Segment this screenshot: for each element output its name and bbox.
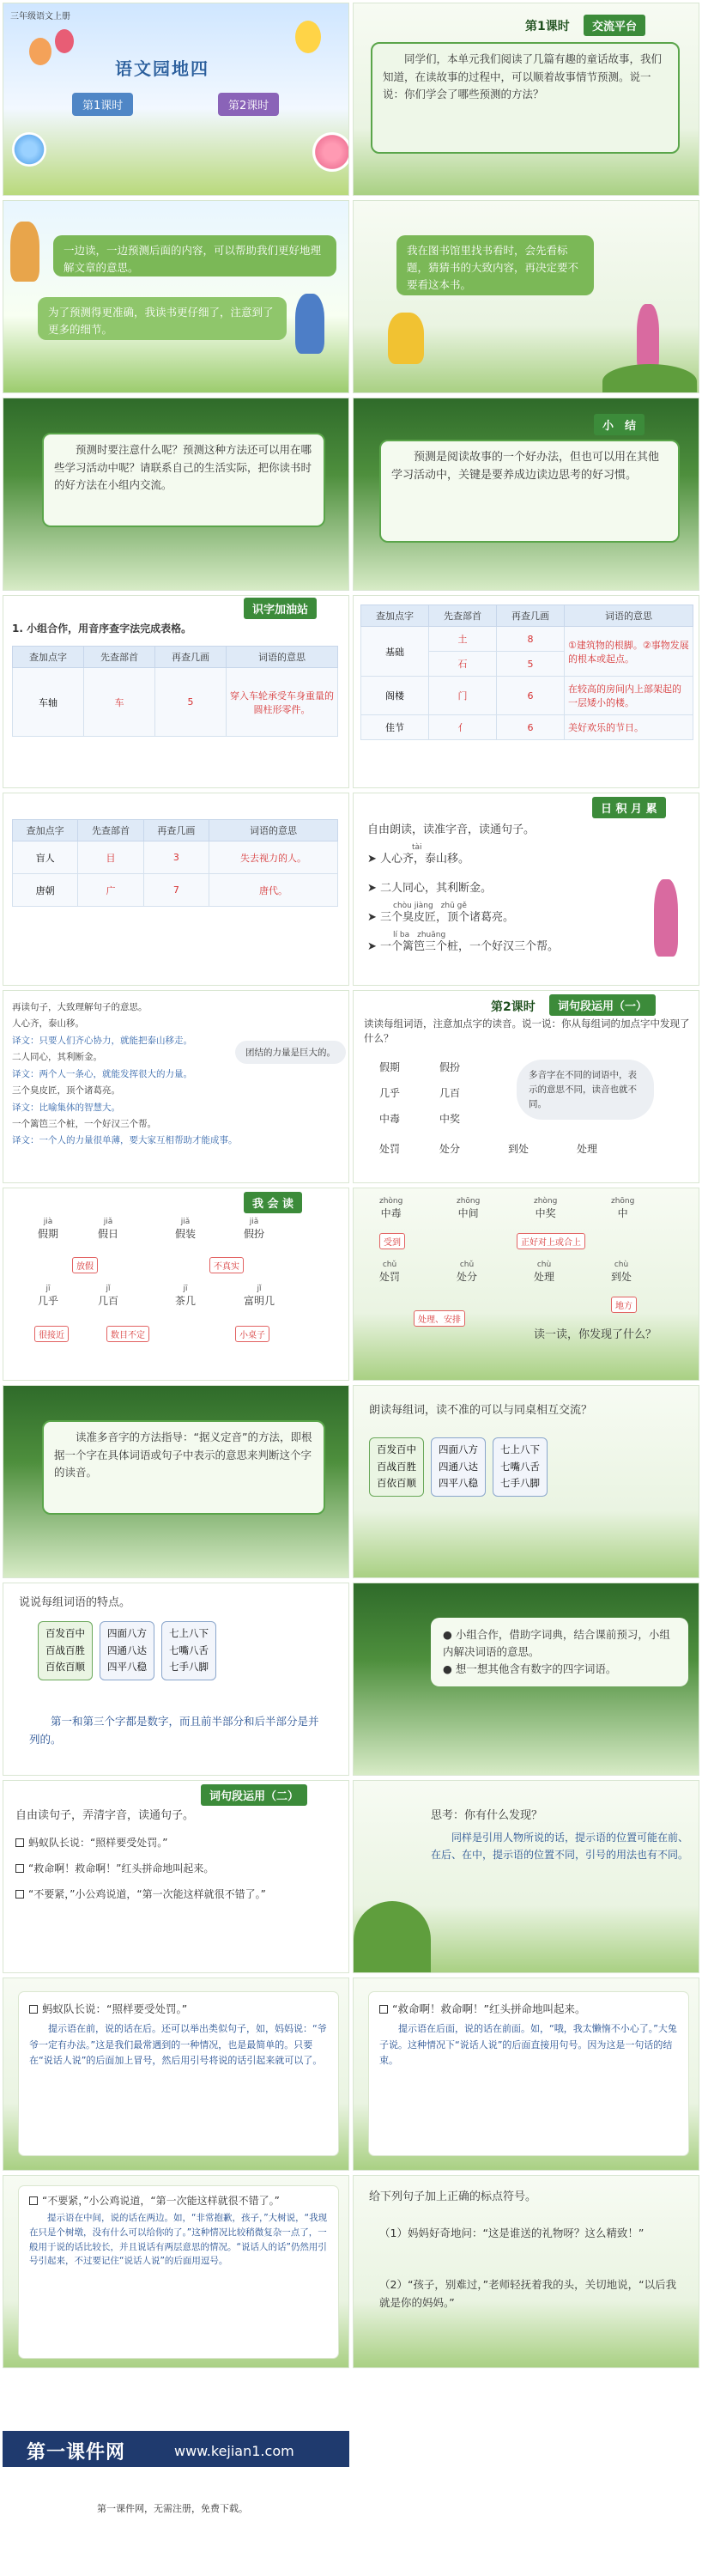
mascot-avatar	[388, 313, 424, 364]
checkbox[interactable]	[15, 1864, 24, 1873]
summary: 第一和第三个字都是数字，而且前半部分和后半部分是并列的。	[29, 1715, 319, 1747]
instruction: 说说每组词语的特点。	[19, 1596, 131, 1609]
section-tag: 词句段运用（二）	[201, 1784, 307, 1806]
proverb-line: ➤ 三个臭皮匠，顶个诸葛亮。	[367, 911, 515, 924]
slide-i-can-read-2: zhòng 中毒 zhōng 中间 zhòng 中奖 zhōng 中 受到 正好对上或合上 chǔ 处罚 chǔ 处分 chù 处理 chù 到处 地方 处理、安排 读一读，你发现了什么？	[353, 1188, 699, 1381]
question: 思考：你有什么发现？	[431, 1809, 543, 1822]
method-card: 读准多音字的方法指导：“据义定音”的方法，即根据一个字在具体词语或句子中表示的意思来判断这个字的读音。	[42, 1420, 325, 1515]
table-row: 佳节 亻 6 美好欢乐的节日。	[361, 715, 693, 740]
footer-url[interactable]: www.kejian1.com	[174, 2443, 294, 2459]
char-table	[12, 646, 338, 737]
table-row: 车轴 车 5 穿入车轮承受车身重量的圆柱形零件。	[13, 668, 338, 737]
content-card: “不要紧，”小公鸡说道，“第一次能这样就很不错了。” 提示语在中间，说的话在两边。如，“非常抱歉，孩子，”大树说，“我现在只是个树墩，没有什么可以给你的了。”这种情况比较稍微复杂一点了，一般用于说的话比较长，并且说话有两层意思的情况。“说话人的话”仍然用引号引起来，不过要记住“说话人说”的后面用逗号。	[19, 2186, 338, 2358]
slide-exercise	[353, 2175, 699, 2368]
slide-char-table-3	[3, 793, 349, 986]
exchange-card: 同学们，本单元我们阅读了几篇有趣的童话故事，我们知道，在读故事的过程中，可以顺着故事情节预测。说一说：你们学会了哪些预测的方法？	[371, 42, 680, 154]
cover-slide	[3, 3, 349, 196]
proverb-line: ➤ 二人同心，其利断金。	[367, 882, 493, 895]
proverb-line: ➤ 人心齐，泰山移。	[367, 853, 470, 866]
lesson1-button[interactable]: 第1课时	[72, 93, 133, 116]
slide-prompt-middle	[3, 2175, 349, 2368]
exercise-item: （2）“孩子，别难过，”老师轻抚着我的头，关切地说，“以后我就是你的妈妈。”	[379, 2278, 677, 2310]
checkbox[interactable]	[15, 1890, 24, 1899]
instruction: 读读每组词语，注意加点字的读音。说一说：你从每组词的加点字中发现了什么？	[364, 1018, 690, 1045]
footer-note: 第一课件网，无需注册，免费下载。	[97, 2503, 248, 2514]
instruction: 自由读句子，弄清字音，读通句子。	[15, 1809, 195, 1822]
cloud-note: 多音字在不同的词语中，表示的意思不同，读音也就不同。	[517, 1060, 654, 1120]
char-table: 查加点字 先查部首 再查几画 词语的意思 基础 土 8 ①建筑物的根脚。②事物发展的根本或起点。 石 5 阁楼 门 6 在较高的房间内上部架起的一层矮小的楼。 佳节 亻 6 美好欢乐的节日。	[360, 605, 693, 740]
girl-avatar	[10, 222, 39, 282]
checkbox[interactable]	[29, 2005, 38, 2014]
lollipop-icon	[312, 132, 349, 172]
slide-prompt-back	[353, 1978, 699, 2171]
slide-idioms-feature	[3, 1583, 349, 1776]
slide-char-table-2	[353, 595, 699, 788]
content-card: 蚂蚁队长说：“照样要受处罚。” 提示语在前，说的话在后。还可以举出类似句子，如，妈妈说：“爷爷一定有办法。”这是我们最常遇到的一种情况，也是最简单的。只要在“说话人说”的后面加上冒号，然后用引号将说的话引起来就可以了。	[19, 1992, 338, 2155]
attention-card: 预测时要注意什么呢？预测这种方法还可以用在哪些学习活动中呢？请联系自己的生活实际，把你读书时的好方法在小组内交流。	[42, 433, 325, 527]
section-tag: 日 积 月 累	[592, 797, 666, 818]
section-tag: 小 结	[594, 414, 645, 435]
bubble-1: 一边读，一边预测后面的内容，可以帮助我们更好地理解文章的意思。	[53, 235, 336, 276]
slide-think	[353, 1780, 699, 1973]
slide-char-table-1	[3, 595, 349, 788]
idiom-groups: 百发百中 百战百胜 百依百顺 四面八方 四通八达 四平八稳 七上八下 七嘴八舌 七手八脚	[369, 1437, 548, 1497]
task-card: ● 小组合作，借助字词典，结合课前预习，小组内解决词语的意思。 ● 想一想其他含有数字的四字词语。	[431, 1618, 688, 1686]
slide-polyphone-intro: 第2课时 词句段运用（一） 读读每组词语，注意加点字的读音。说一说：你从每组词的加点字中发现了什么？ 假期 假扮 几乎 几百 中毒 中奖 处罚 处分 到处 处理 多音字在不同的词语中，表示的意思不同，读音也就不同。	[353, 990, 699, 1183]
section-tag: 词句段运用（一）	[549, 994, 656, 1016]
slide-i-can-read-1: 我 会 读 jià 假期 jiǎ 假日 jiǎ 假装 jiǎ 假扮 放假 不真实 jī 几乎 jǐ 几百 jī 茶几 jǐ 富明几 很接近 数目不定 小桌子	[3, 1188, 349, 1381]
char-table: 查加点字 先查部首 再查几画 词语的意思 盲人 目 3 失去视力的人。 唐朝 广 7 唐代。	[12, 819, 338, 907]
checkbox[interactable]	[15, 1838, 24, 1847]
slide-library	[353, 200, 699, 393]
slide-sentences: 词句段运用（二） 自由读句子，弄清字音，读通句子。 蚂蚁队长说：“照样要受处罚。” “救命啊！救命啊！”红头拼命地叫起来。 “不要紧，”小公鸡说道，“第一次能这样就很不错了。”	[3, 1780, 349, 1973]
table-row: 唐朝 广 7 唐代。	[13, 874, 338, 907]
translation-block: 再读句子，大致理解句子的意思。 人心齐，泰山移。 译文：只要人们齐心协力，就能把泰山移走。 二人同心，其利断金。 译文：两个人一条心，就能发挥很大的力量。 三个臭皮匠，顶个诸葛亮。 译文：比喻集体的智慧大。 一个篱笆三个桩，一个好汉三个帮。 译文：一个人的力量很单薄，要大家互相帮助才能成事。	[12, 1002, 238, 1146]
girl-avatar	[654, 879, 678, 957]
instruction: 自由朗读，读准字音，读通句子。	[367, 823, 536, 836]
proverb-line: ➤ 一个篱笆三个桩，一个好汉三个帮。	[367, 940, 560, 953]
content-card: “救命啊！救命啊！”红头拼命地叫起来。 提示语在后面，说的话在前面。如，“哦，我太懒惰不小心了。”大兔子说。这种情况下“说话人说”的后面直接用句号。因为这是一句话的结束。	[369, 1992, 688, 2155]
checkbox[interactable]	[379, 2005, 388, 2014]
slide-prompt-front	[3, 1978, 349, 2171]
footer-brand: 第一课件网	[27, 2442, 126, 2464]
section-tag: 交流平台	[584, 15, 645, 36]
question: 读一读，你发现了什么？	[534, 1328, 657, 1341]
instruction: 朗读每组词，读不准的可以与同桌相互交流？	[369, 1404, 593, 1417]
finding-text: 同样是引用人物所说的话，提示语的位置可能在前、在后、在中，提示语的位置不同，引号的用法也有不同。	[431, 1832, 689, 1862]
slide-attention	[3, 398, 349, 591]
table-row: 石 5	[361, 652, 693, 677]
lesson-label: 第1课时	[525, 20, 570, 33]
tree-decor	[354, 1901, 431, 1973]
checkbox[interactable]	[29, 2196, 38, 2205]
library-bubble: 我在图书馆里找书看时，会先看标题，猜猜书的大致内容，再决定要不要看这本书。	[396, 235, 594, 295]
summary-card: 预测是阅读故事的一个好办法，但也可以用在其他学习活动中，关键是要养成边读边思考的好习惯。	[379, 440, 680, 543]
col-header: 查加点字	[13, 647, 84, 668]
grade-label: 三年级语文上册	[10, 12, 70, 21]
boy-avatar	[295, 294, 324, 354]
lesson2-button[interactable]: 第2课时	[218, 93, 279, 116]
instruction: 给下列句子加上正确的标点符号。	[369, 2190, 537, 2203]
slide-exchange	[353, 3, 699, 196]
balloon-icon	[29, 38, 51, 65]
slide-translation	[3, 990, 349, 1183]
slide-idioms-read	[353, 1385, 699, 1578]
bubble-2: 为了预测得更准确，我读书更仔细了，注意到了更多的细节。	[38, 297, 287, 340]
cloud-note: 团结的力量是巨大的。	[235, 1041, 346, 1064]
slide-group-work	[353, 1583, 699, 1776]
footer-slide	[3, 2372, 349, 2566]
section-tag: 识字加油站	[244, 598, 317, 619]
slide-proverbs: 日 积 月 累 自由朗读，读准字音，读通句子。 tài ➤ 人心齐，泰山移。 ➤ 二人同心，其利断金。 chòu jiàng zhū gě ➤ 三个臭皮匠，顶个诸葛亮。 lí ba zhuāng ➤ 一个篱笆三个桩，一个好汉三个帮。	[353, 793, 699, 986]
instruction: 1. 小组合作，用音序查字法完成表格。	[12, 623, 192, 635]
balloon-icon	[55, 29, 74, 53]
col-header: 词语的意思	[227, 647, 338, 668]
exercise-item: （1）妈妈好奇地问：“这是谁送的礼物呀？这么精致！”	[379, 2227, 645, 2239]
table-row: 基础 土 8 ①建筑物的根脚。②事物发展的根本或起点。	[361, 627, 693, 652]
girl-avatar	[637, 304, 659, 373]
lesson-label: 第2课时	[491, 1000, 536, 1014]
slide-summary	[353, 398, 699, 591]
table-row: 盲人 目 3 失去视力的人。	[13, 841, 338, 874]
slide-method	[3, 1385, 349, 1578]
slide-bubbles	[3, 200, 349, 393]
col-header: 再查几画	[155, 647, 227, 668]
lollipop-icon	[12, 132, 46, 167]
col-header: 先查部首	[84, 647, 155, 668]
cover-title: 语文园地四	[115, 58, 209, 79]
idiom-groups: 百发百中 百战百胜 百依百顺 四面八方 四通八达 四平八稳 七上八下 七嘴八舌 七手八脚	[38, 1621, 216, 1680]
section-tag: 我 会 读	[244, 1192, 302, 1213]
table-row: 阁楼 门 6 在较高的房间内上部架起的一层矮小的楼。	[361, 677, 693, 715]
grass-decor	[602, 364, 697, 393]
balloon-icon	[295, 21, 321, 53]
